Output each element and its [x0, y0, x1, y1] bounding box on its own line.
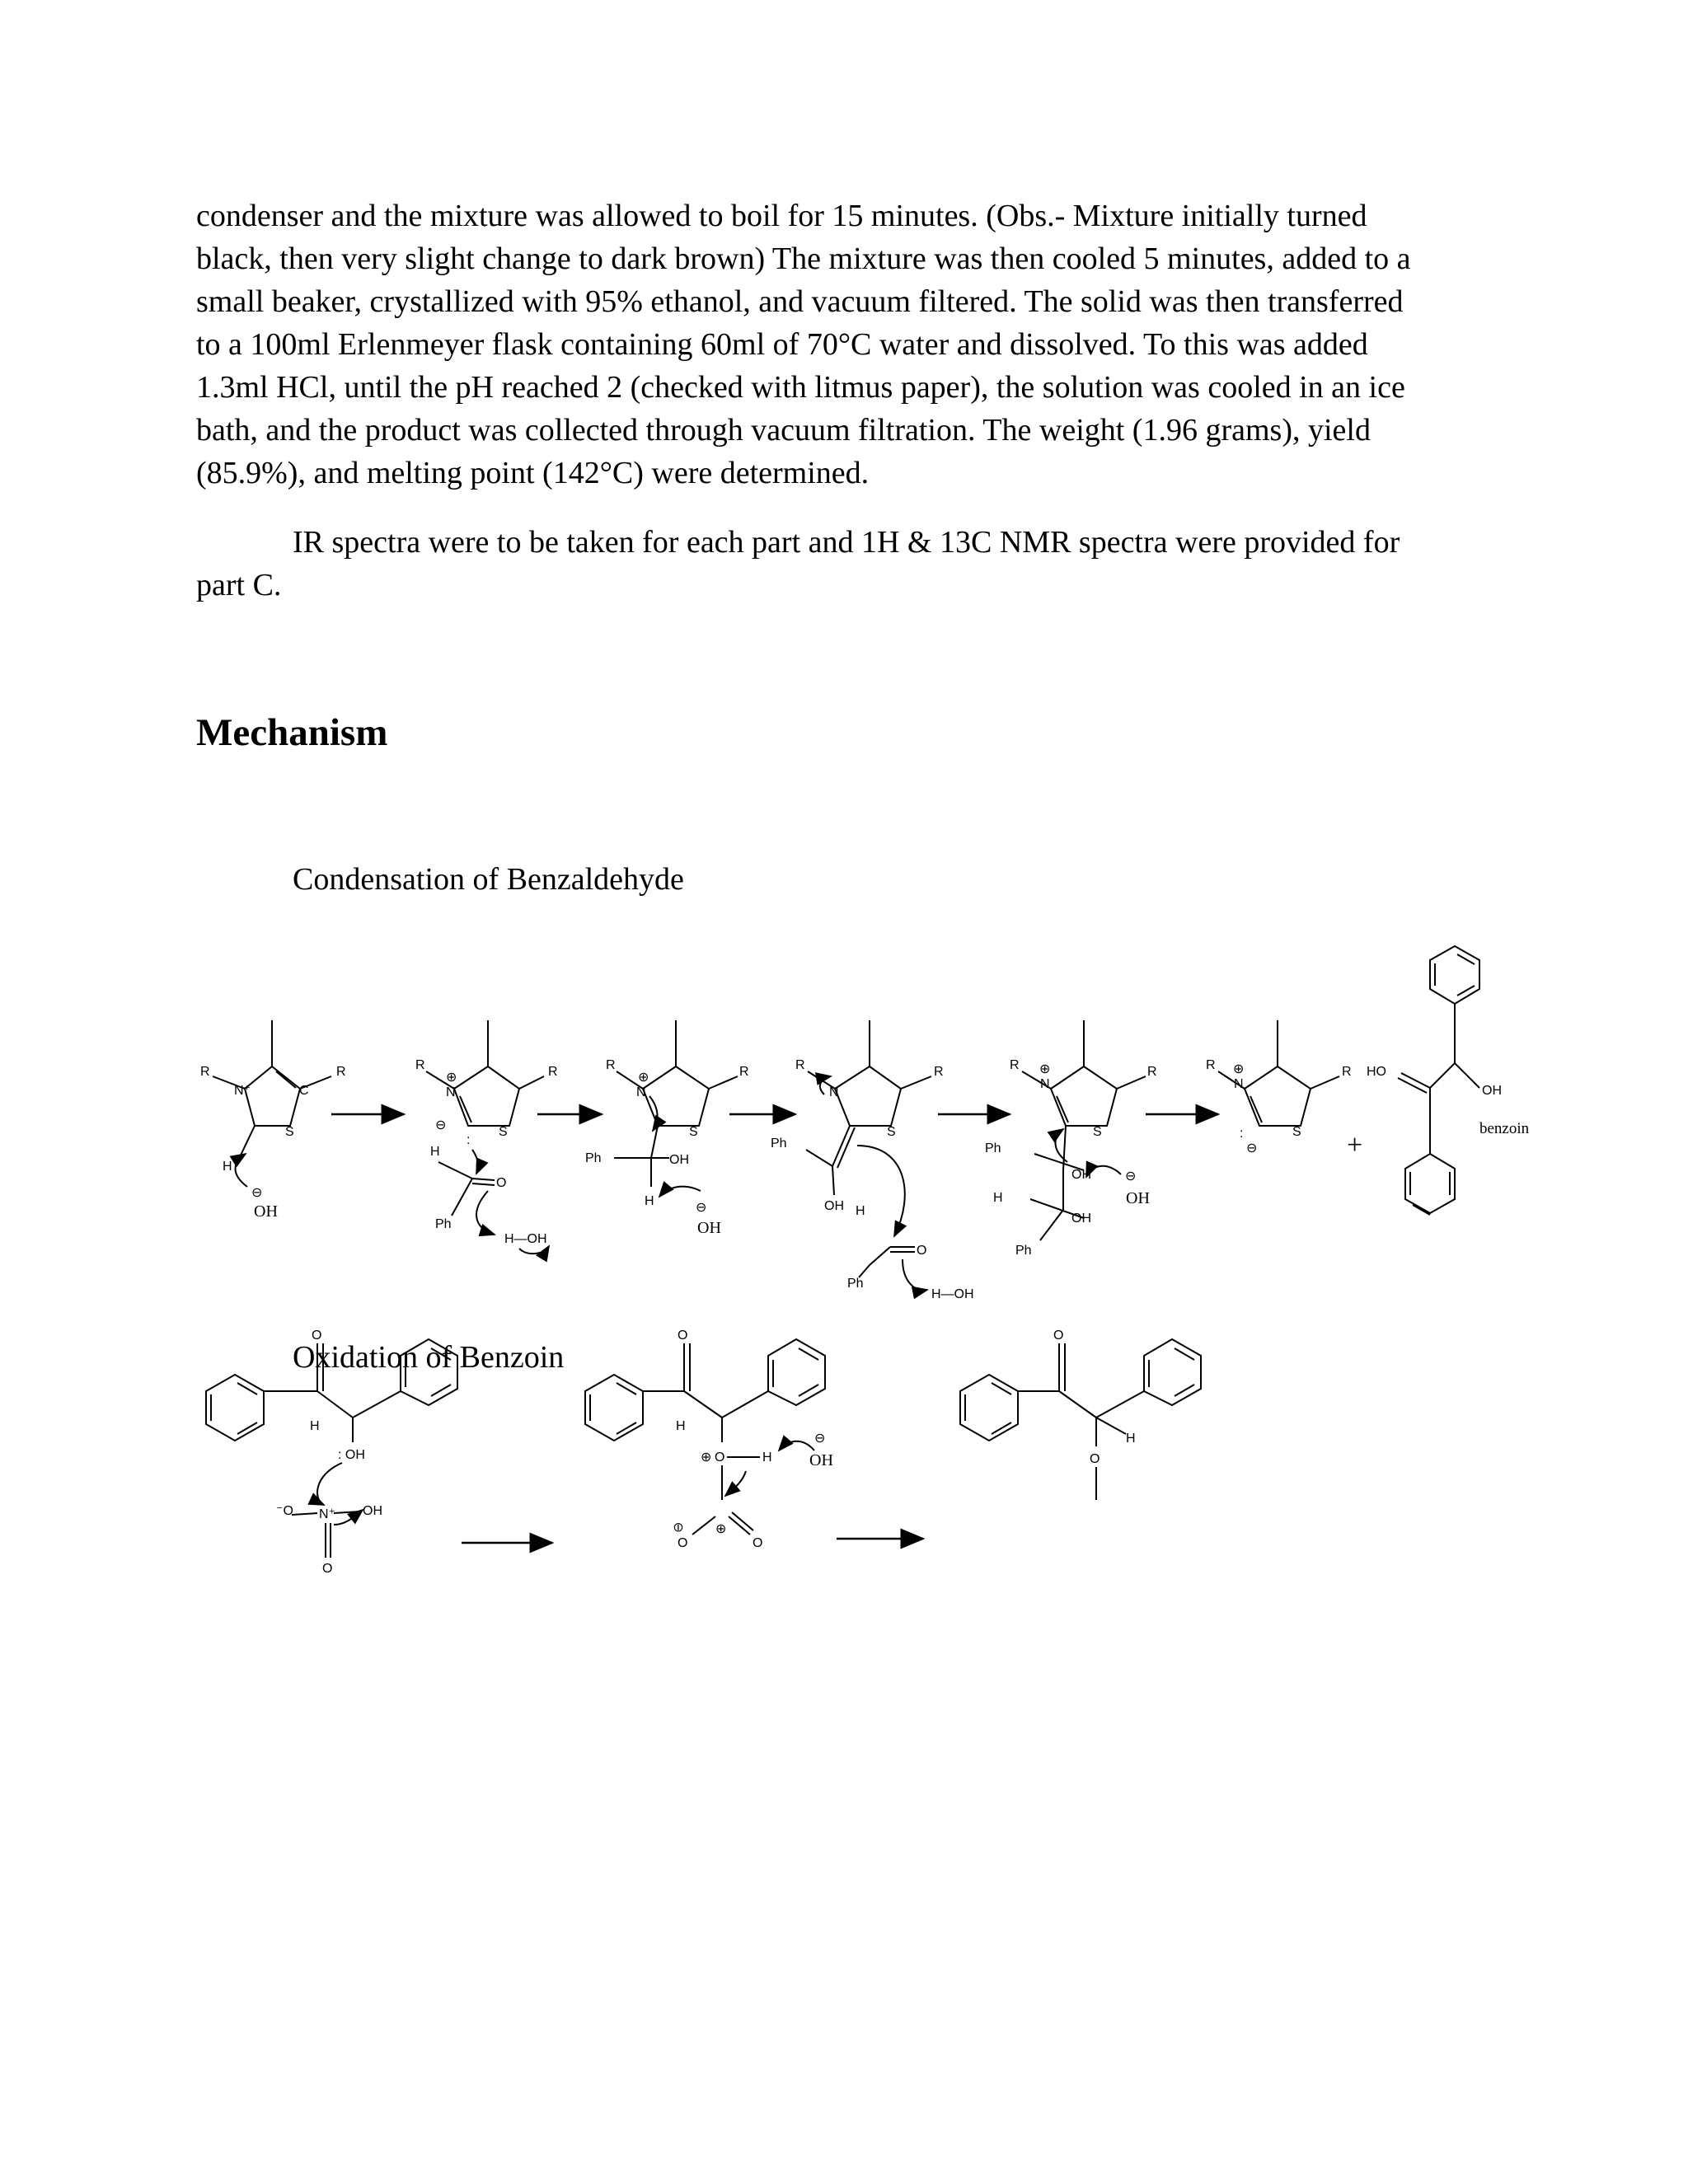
svg-text:O: O	[322, 1562, 333, 1576]
thiazolium-structure	[200, 1020, 346, 1221]
paragraph-line: black, then very slight change to dark brown) The mixture was then cooled 5 minutes, added to a	[196, 241, 1411, 276]
svg-text:⊕: ⊕	[701, 1451, 712, 1465]
ylide-structure	[415, 1020, 558, 1254]
paragraph-line: condenser and the mixture was allowed to boil for 15 minutes. (Obs.- Mixture initially turned	[196, 199, 1367, 233]
plus-sign: +	[1347, 1130, 1363, 1160]
oxonium-nitrate-structure	[585, 1329, 833, 1550]
svg-text:R: R	[1010, 1058, 1020, 1072]
svg-text:N: N	[829, 1085, 839, 1099]
regenerated-ylide-structure	[1206, 1020, 1352, 1155]
atom-label: N⁺	[234, 1084, 251, 1098]
svg-text:OH: OH	[363, 1504, 382, 1518]
svg-text:Ph: Ph	[435, 1217, 452, 1231]
svg-text:O: O	[1090, 1452, 1100, 1466]
paragraph-line: bath, and the product was collected through vacuum filtration. The weight (1.96 grams), yield	[196, 413, 1371, 448]
benzoin-label: benzoin	[1479, 1120, 1530, 1137]
atom-label: ⊖	[251, 1186, 263, 1200]
enamine-structure	[771, 1020, 974, 1301]
svg-text:Ph: Ph	[585, 1151, 602, 1165]
svg-text:O: O	[496, 1176, 507, 1190]
svg-text:N: N	[1040, 1077, 1050, 1091]
svg-text:⊕: ⊕	[715, 1522, 727, 1536]
svg-text:R: R	[606, 1058, 616, 1072]
benzoin-nitric-acid-structure	[206, 1329, 457, 1576]
benzoin-structure	[1367, 946, 1530, 1215]
svg-text:S: S	[1093, 1125, 1102, 1139]
paragraph-line: small beaker, crystallized with 95% ethanol, and vacuum filtered. The solid was then transferred	[196, 284, 1404, 319]
svg-text:O: O	[753, 1536, 763, 1550]
svg-text:OH: OH	[669, 1153, 689, 1167]
svg-text:S: S	[689, 1125, 698, 1139]
svg-text:⊖: ⊖	[435, 1118, 447, 1132]
svg-text:Ph: Ph	[1015, 1244, 1032, 1258]
svg-text:S: S	[499, 1125, 508, 1139]
svg-text:⊖: ⊖	[1246, 1141, 1258, 1155]
svg-text:⊖: ⊖	[814, 1432, 826, 1446]
svg-text:OH: OH	[824, 1199, 844, 1213]
svg-text:S: S	[1292, 1125, 1301, 1139]
svg-text:O: O	[715, 1451, 725, 1465]
svg-text:O: O	[917, 1244, 927, 1258]
svg-text:R: R	[1147, 1065, 1157, 1079]
svg-text:Ph: Ph	[771, 1137, 787, 1151]
svg-text:⊖: ⊖	[696, 1201, 707, 1215]
svg-text:S: S	[887, 1125, 896, 1139]
svg-text:⊕: ⊕	[1039, 1062, 1051, 1076]
paragraph-line: IR spectra were to be taken for each part and 1H & 13C NMR spectra were provided for	[293, 525, 1400, 560]
atom-label: R	[336, 1065, 346, 1079]
svg-text:H—OH: H—OH	[504, 1232, 547, 1246]
atom-label: C	[299, 1084, 309, 1098]
nitrate-ester-structure	[960, 1329, 1201, 1500]
diol-intermediate-structure	[985, 1020, 1157, 1258]
svg-text:H: H	[1126, 1432, 1136, 1446]
paragraph-line: to a 100ml Erlenmeyer flask containing 60ml of 70°C water and dissolved. To this was added	[196, 327, 1368, 362]
svg-text:OH: OH	[809, 1451, 833, 1469]
svg-text:⊖: ⊖	[1125, 1169, 1137, 1183]
condensation-title: Condensation of Benzaldehyde	[293, 862, 684, 897]
svg-text:H—OH: H—OH	[931, 1287, 974, 1301]
svg-text:⊕: ⊕	[1233, 1062, 1245, 1076]
oxidation-scheme	[206, 1329, 1201, 1576]
section-heading: Mechanism	[196, 711, 388, 754]
svg-text:HO: HO	[1367, 1065, 1386, 1079]
svg-text:H: H	[645, 1194, 654, 1208]
svg-text:OH: OH	[1071, 1212, 1091, 1226]
paragraph-line: (85.9%), and melting point (142°C) were determined.	[196, 456, 870, 490]
svg-text::: :	[467, 1133, 471, 1147]
svg-text:H: H	[310, 1419, 320, 1433]
svg-text:H: H	[856, 1204, 865, 1218]
atom-label: S	[285, 1125, 294, 1139]
svg-text:H: H	[993, 1191, 1003, 1205]
svg-text::: :	[1240, 1127, 1244, 1141]
atom-label: R	[200, 1065, 210, 1079]
atom-label: H	[223, 1160, 232, 1174]
svg-text:O: O	[678, 1329, 688, 1343]
svg-text:N: N	[636, 1085, 646, 1099]
svg-text:N: N	[446, 1085, 456, 1099]
svg-text:OH: OH	[697, 1219, 721, 1237]
svg-text:R: R	[415, 1058, 425, 1072]
svg-text:⊕: ⊕	[446, 1071, 457, 1085]
svg-text:R: R	[739, 1065, 749, 1079]
atom-label: OH	[254, 1202, 278, 1221]
svg-text:⊖: ⊖	[672, 1521, 686, 1533]
svg-text:Ph: Ph	[985, 1141, 1001, 1155]
svg-text:OH: OH	[1126, 1189, 1150, 1207]
svg-text:N: N	[1234, 1077, 1244, 1091]
svg-text:H: H	[676, 1419, 686, 1433]
adduct-structure	[585, 1020, 749, 1237]
svg-text:OH: OH	[1071, 1168, 1091, 1182]
svg-text:: OH: : OH	[338, 1448, 365, 1462]
paragraph-line: part C.	[196, 568, 282, 602]
svg-text:R: R	[795, 1058, 805, 1072]
condensation-scheme	[200, 946, 1530, 1301]
svg-text:O: O	[1053, 1329, 1064, 1343]
svg-text:R: R	[1206, 1058, 1216, 1072]
paragraph-line: 1.3ml HCl, until the pH reached 2 (checked with litmus paper), the solution was cooled in an ice	[196, 370, 1405, 405]
svg-text:R: R	[548, 1065, 558, 1079]
svg-text:OH: OH	[1482, 1084, 1502, 1098]
svg-text:H: H	[430, 1145, 440, 1159]
svg-text:O: O	[678, 1536, 688, 1550]
svg-text:O: O	[312, 1329, 322, 1343]
svg-text:⊕: ⊕	[638, 1071, 649, 1085]
svg-text:Ph: Ph	[847, 1277, 864, 1291]
svg-text:R: R	[1342, 1065, 1352, 1079]
oxidation-title: Oxidation of Benzoin	[293, 1340, 565, 1375]
svg-text:H: H	[762, 1451, 772, 1465]
svg-text:R: R	[934, 1065, 944, 1079]
svg-text:⁻O: ⁻O	[276, 1504, 293, 1518]
svg-text:N⁺: N⁺	[319, 1507, 335, 1521]
